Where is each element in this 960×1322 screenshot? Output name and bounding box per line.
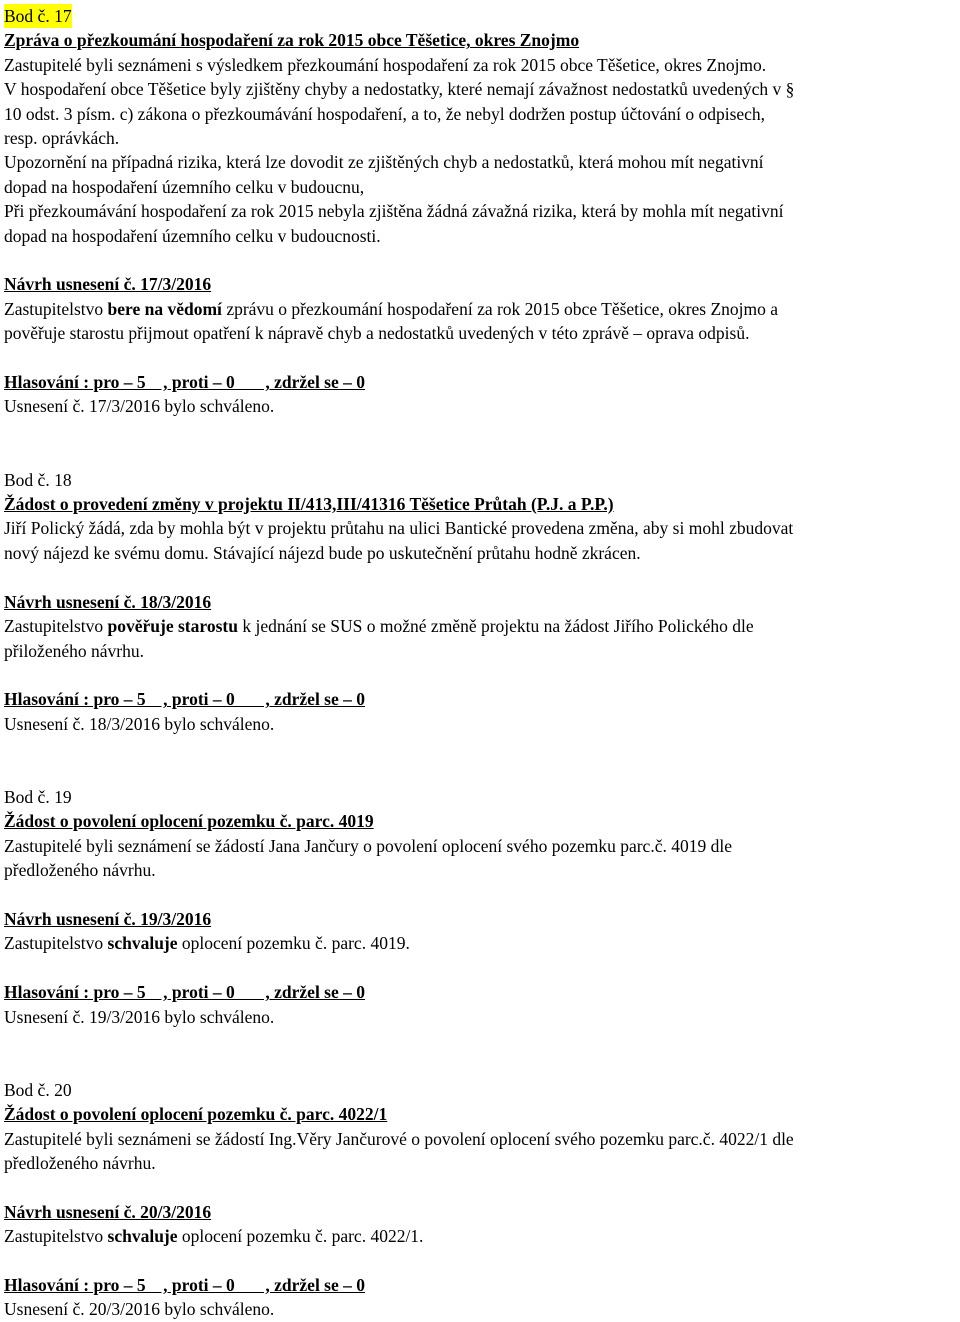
paragraph-line: dopad na hospodaření územního celku v budoucnu, xyxy=(4,176,365,197)
agenda-item-17 xyxy=(4,4,956,419)
agenda-item-title: Žádost o povolení oplocení pozemku č. parc. 4022/1 xyxy=(4,1104,388,1125)
vote-line: Hlasování : pro – 5 , proti – 0 , zdržel se – 0 xyxy=(4,1274,366,1295)
vote-line: Hlasování : pro – 5 , proti – 0 , zdržel se – 0 xyxy=(4,372,366,393)
paragraph-line: Zastupitelé byli seznámeni s výsledkem přezkoumání hospodaření za rok 2015 obce Těšetice, okres Znojmo. xyxy=(4,54,767,75)
resolution-proposal-heading: Návrh usnesení č. 17/3/2016 xyxy=(4,274,212,295)
resolution-verb: schvaluje xyxy=(107,933,178,954)
resolution-proposal-heading: Návrh usnesení č. 18/3/2016 xyxy=(4,591,212,612)
paragraph-line: 10 odst. 3 písm. c) zákona o přezkoumávání hospodaření, a to, že nebyl dodržen postup účtování o odpisech, xyxy=(4,103,766,124)
paragraph-line: Jiří Polický žádá, zda by mohla být v projektu průtahu na ulici Bantické provedena změna, aby si mohl zbudovat xyxy=(4,518,794,539)
paragraph-line: Zastupitelé byli seznámení se žádostí Jana Jančury o povolení oplocení svého pozemku parc.č. 4019 dle xyxy=(4,835,732,856)
agenda-item-number: Bod č. 19 xyxy=(4,786,72,807)
resolution-verb: pověřuje starostu xyxy=(107,616,238,637)
paragraph-line: resp. oprávkách. xyxy=(4,128,120,149)
agenda-item-title: Zpráva o přezkoumání hospodaření za rok 2015 obce Těšetice, okres Znojmo xyxy=(4,30,580,51)
resolution-text-prefix: Zastupitelstvo xyxy=(4,933,108,954)
agenda-item-20 xyxy=(4,1078,956,1322)
resolution-text-prefix: Zastupitelstvo xyxy=(4,298,108,319)
resolution-text xyxy=(4,297,956,321)
resolution-result: Usnesení č. 18/3/2016 bylo schváleno. xyxy=(4,713,275,734)
resolution-text xyxy=(4,931,956,955)
vote-line: Hlasování : pro – 5 , proti – 0 , zdržel se – 0 xyxy=(4,689,366,710)
resolution-text-continued: pověřuje starostu přijmout opatření k nápravě chyb a nedostatků uvedených v této zprávě – oprava odpisů. xyxy=(4,323,750,344)
agenda-item-title: Žádost o provedení změny v projektu II/413,III/41316 Těšetice Průtah (P.J. a P.P.) xyxy=(4,494,614,515)
resolution-text-continued: přiloženého návrhu. xyxy=(4,640,144,661)
agenda-item-19 xyxy=(4,785,956,1029)
resolution-verb: bere na vědomí xyxy=(107,298,222,319)
paragraph-line: V hospodaření obce Těšetice byly zjištěny chyby a nedostatky, které nemají závažnost nedostatků uvedených v § xyxy=(4,79,795,100)
resolution-text-prefix: Zastupitelstvo xyxy=(4,616,108,637)
paragraph-line: Zastupitelé byli seznámeni se žádostí Ing.Věry Jančurové o povolení oplocení svého pozemku parc.č. 4022/1 dle xyxy=(4,1128,794,1149)
document-page xyxy=(4,4,956,1322)
agenda-item-18 xyxy=(4,468,956,736)
agenda-item-number: Bod č. 18 xyxy=(4,469,72,490)
vote-line: Hlasování : pro – 5 , proti – 0 , zdržel se – 0 xyxy=(4,982,366,1003)
resolution-text-prefix: Zastupitelstvo xyxy=(4,1226,108,1247)
paragraph-line: předloženého návrhu. xyxy=(4,1152,156,1173)
resolution-text-rest: zprávu o přezkoumání hospodaření za rok 2015 obce Těšetice, okres Znojmo a xyxy=(221,298,779,319)
resolution-result: Usnesení č. 19/3/2016 bylo schváleno. xyxy=(4,1006,275,1027)
resolution-proposal-heading: Návrh usnesení č. 19/3/2016 xyxy=(4,908,212,929)
agenda-item-number: Bod č. 20 xyxy=(4,1079,72,1100)
agenda-item-number: Bod č. 17 xyxy=(4,4,72,28)
resolution-text xyxy=(4,614,956,638)
resolution-result: Usnesení č. 17/3/2016 bylo schváleno. xyxy=(4,396,275,417)
paragraph-line: nový nájezd ke svému domu. Stávající nájezd bude po uskutečnění průtahu hodně zkrácen. xyxy=(4,542,641,563)
resolution-text-rest: k jednání se SUS o možné změně projektu na žádost Jiřího Polického dle xyxy=(237,616,754,637)
agenda-item-title: Žádost o povolení oplocení pozemku č. parc. 4019 xyxy=(4,811,374,832)
paragraph-line: předloženého návrhu. xyxy=(4,860,156,881)
resolution-text-rest: oplocení pozemku č. parc. 4019. xyxy=(177,933,410,954)
resolution-proposal-heading: Návrh usnesení č. 20/3/2016 xyxy=(4,1201,212,1222)
resolution-result: Usnesení č. 20/3/2016 bylo schváleno. xyxy=(4,1299,275,1320)
resolution-text xyxy=(4,1224,956,1248)
resolution-verb: schvaluje xyxy=(107,1226,178,1247)
resolution-text-rest: oplocení pozemku č. parc. 4022/1. xyxy=(177,1226,424,1247)
paragraph-line: Upozornění na případná rizika, která lze dovodit ze zjištěných chyb a nedostatků, která mohou mít negativní xyxy=(4,152,764,173)
paragraph-line: Při přezkoumávání hospodaření za rok 2015 nebyla zjištěna žádná závažná rizika, která by mohla mít negativní xyxy=(4,201,784,222)
paragraph-line: dopad na hospodaření územního celku v budoucnosti. xyxy=(4,225,381,246)
